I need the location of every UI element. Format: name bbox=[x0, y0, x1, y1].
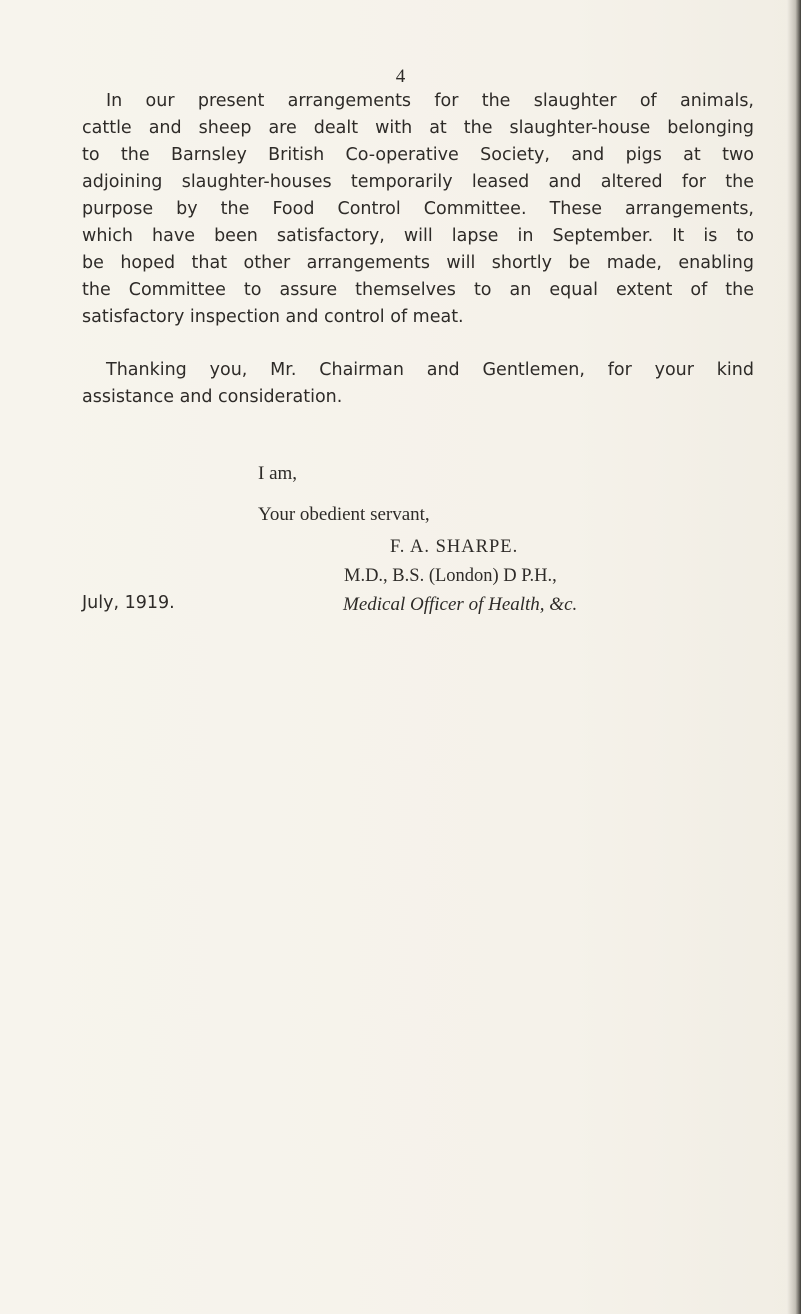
page-number: 4 bbox=[395, 66, 406, 87]
signature-salutation: I am, bbox=[258, 463, 298, 484]
paragraph-line: which have been satisfactory, will lapse in September. It is to bbox=[82, 226, 754, 246]
paragraph-line: the Committee to assure themselves to an equal extent of the bbox=[82, 280, 754, 300]
paragraph-meat-inspection bbox=[82, 88, 754, 331]
paragraph-line: In our present arrangements for the slaughter of animals, bbox=[106, 91, 754, 111]
signature-title: Medical Officer of Health, &c. bbox=[343, 594, 578, 615]
signature-name: F. A. SHARPE. bbox=[390, 537, 519, 557]
signature-degrees: M.D., B.S. (London) D P.H., bbox=[344, 566, 557, 586]
paragraph-line: satisfactory inspection and control of meat. bbox=[82, 307, 464, 327]
paragraph-line: be hoped that other arrangements will shortly be made, enabling bbox=[82, 253, 754, 273]
paragraph-line: assistance and consideration. bbox=[82, 387, 343, 407]
paragraph-line: to the Barnsley British Co-operative Society, and pigs at two bbox=[82, 145, 754, 165]
paragraph-line: Thanking you, Mr. Chairman and Gentlemen, for your kind bbox=[106, 360, 754, 380]
paragraph-line: purpose by the Food Control Committee. These arrangements, bbox=[82, 199, 754, 219]
page-edge-shadow bbox=[787, 0, 801, 1314]
paragraph-line: adjoining slaughter-houses temporarily leased and altered for the bbox=[82, 172, 754, 192]
document-date: July, 1919. bbox=[82, 593, 175, 613]
paragraph-line: cattle and sheep are dealt with at the slaughter-house belonging bbox=[82, 118, 754, 138]
paragraph-thanks bbox=[82, 357, 754, 411]
signature-closing: Your obedient servant, bbox=[258, 504, 430, 525]
